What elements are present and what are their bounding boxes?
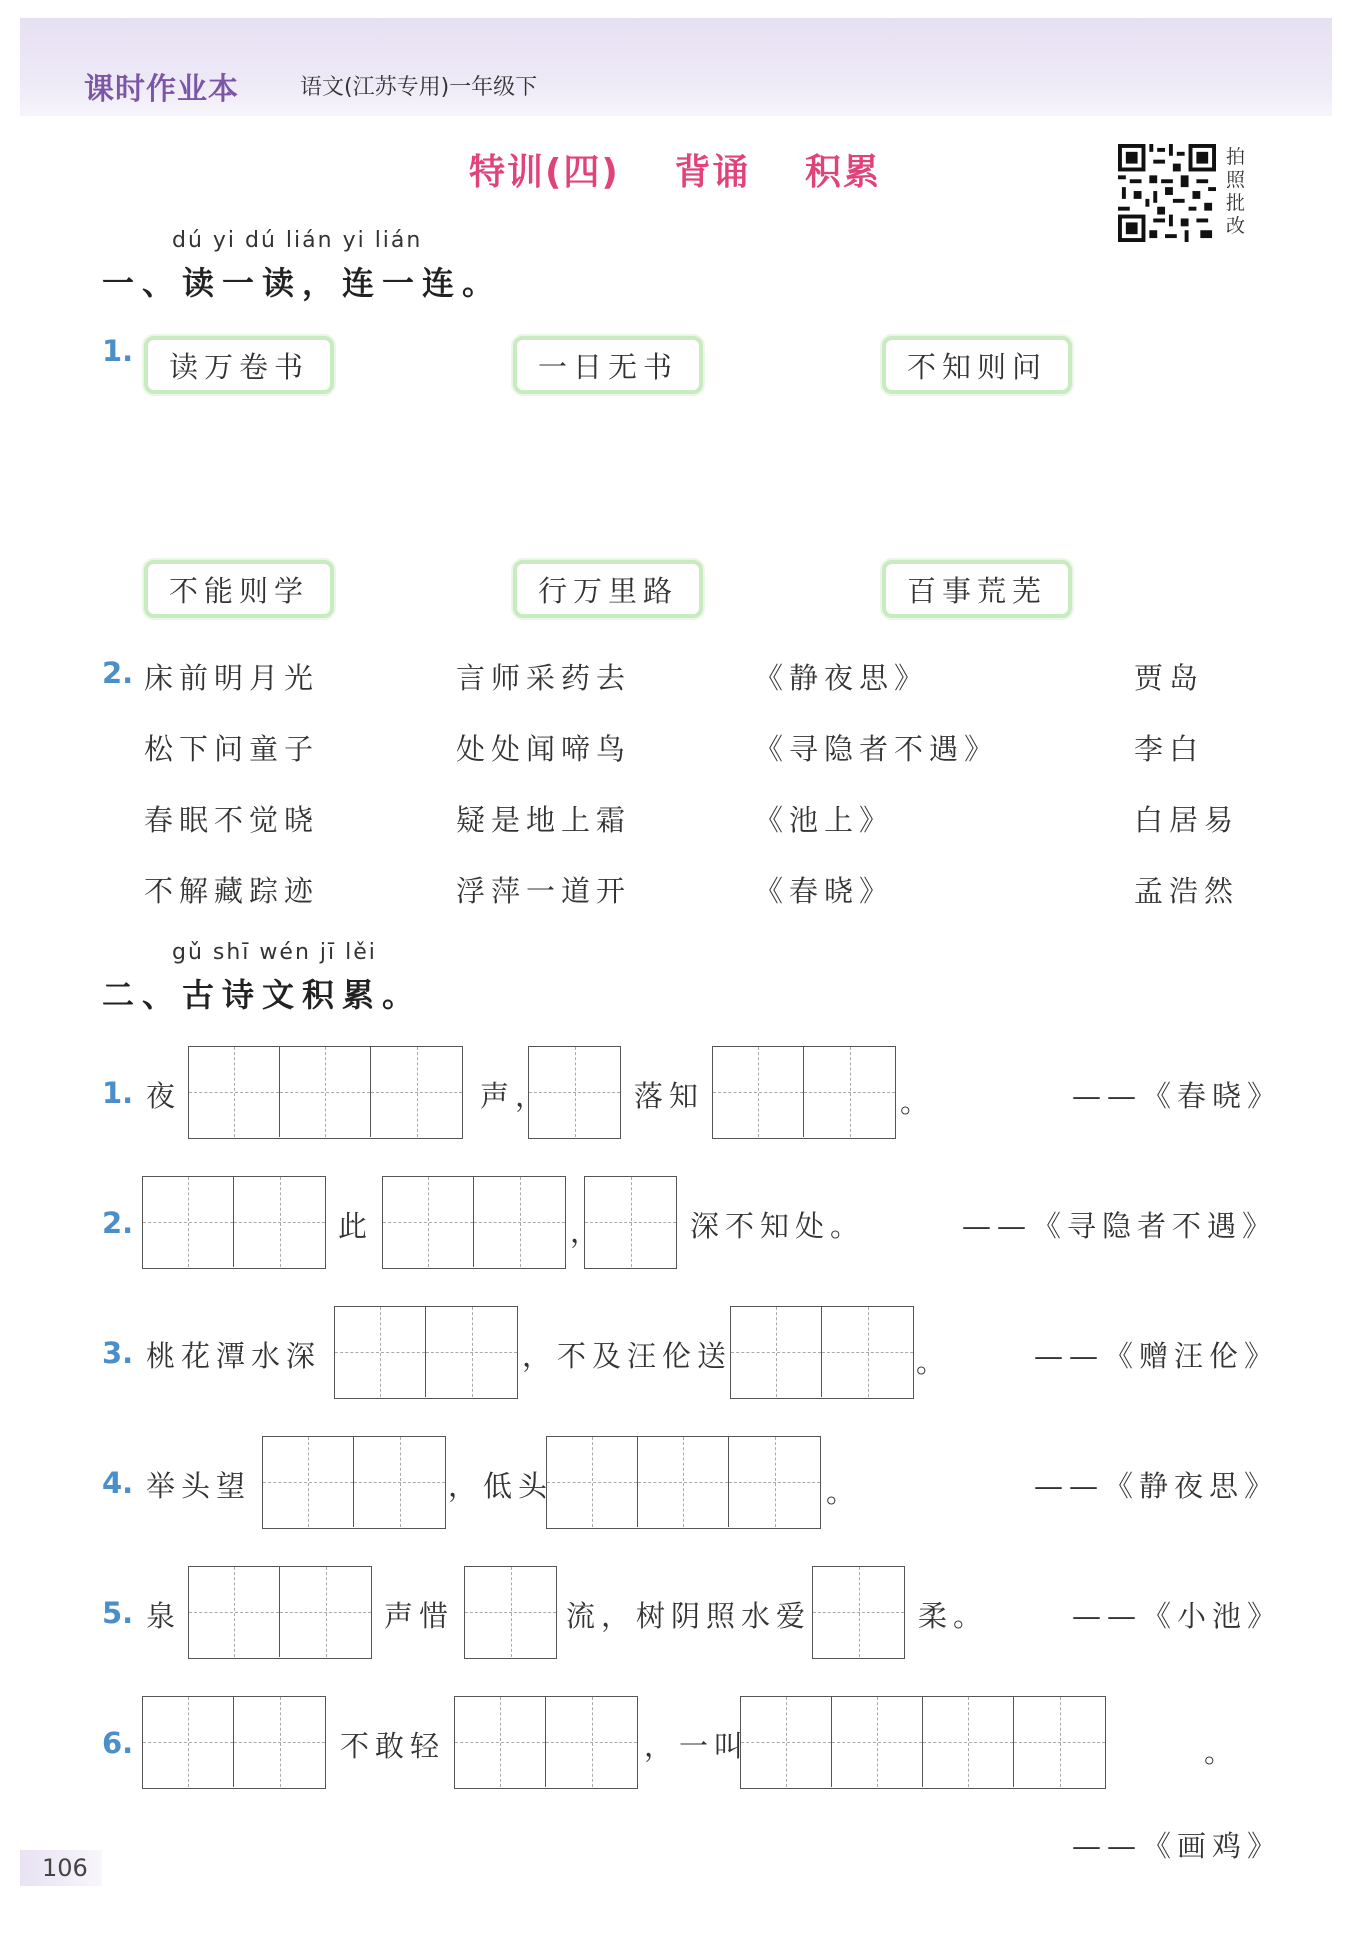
fill1-source: ——《春晓》 <box>1072 1079 1283 1113</box>
fill6-text-2: ，一叫 <box>644 1729 750 1763</box>
q2-line3-part2[interactable]: 疑是地上霜 <box>456 803 632 837</box>
q2-poem-title-3[interactable]: 《池上》 <box>754 803 895 837</box>
fill5-boxes-2[interactable] <box>464 1566 557 1659</box>
fill6-text-1: 不敢轻 <box>340 1729 446 1763</box>
fill3-text-3: 。 <box>916 1345 952 1379</box>
fill5-boxes-1[interactable] <box>188 1566 372 1659</box>
q2-line4-part2[interactable]: 浮萍一道开 <box>456 874 632 908</box>
section2-pinyin: gǔ shī wén jī lěi <box>172 940 377 965</box>
fill1-boxes-2[interactable] <box>528 1046 621 1139</box>
title-part1: 特训(四) <box>468 152 620 193</box>
match-bottom-1[interactable]: 不能则学 <box>144 560 334 618</box>
qr-code-icon[interactable] <box>1117 144 1217 242</box>
fill3-text-2: ，不及汪伦送 <box>522 1339 733 1373</box>
q2-line1-part1[interactable]: 床前明月光 <box>144 661 320 695</box>
q2-number: 2. <box>102 656 134 690</box>
fill4-boxes-2[interactable] <box>546 1436 821 1529</box>
fill2-text-1: 此 <box>338 1209 374 1243</box>
fill2-text-2: ， <box>570 1215 606 1249</box>
fill2-boxes-2[interactable] <box>382 1176 566 1269</box>
fill5-boxes-3[interactable] <box>812 1566 905 1659</box>
match-bottom-3[interactable]: 百事荒芜 <box>882 560 1072 618</box>
q2-line1-part2[interactable]: 言师采药去 <box>456 661 632 695</box>
section1-heading: 一、读一读，连一连。 <box>102 264 503 302</box>
q2-poem-title-2[interactable]: 《寻隐者不遇》 <box>754 732 1000 766</box>
fill2-boxes-3[interactable] <box>584 1176 677 1269</box>
fill1-text-2: 声， <box>480 1079 551 1113</box>
fill2-text-3: 深不知处。 <box>690 1209 866 1243</box>
qr-label: 拍照批改 <box>1226 146 1246 237</box>
fill6-boxes-3[interactable] <box>740 1696 1106 1789</box>
fill1-boxes-1[interactable] <box>188 1046 463 1139</box>
fill6-source: ——《画鸡》 <box>1072 1829 1283 1863</box>
brand-title: 课时作业本 <box>84 72 239 107</box>
q1-number: 1. <box>102 334 134 368</box>
fill6-boxes-2[interactable] <box>454 1696 638 1789</box>
fill2-source: ——《寻隐者不遇》 <box>962 1209 1278 1243</box>
fill3-boxes-1[interactable] <box>334 1306 518 1399</box>
fill4-source: ——《静夜思》 <box>1034 1469 1280 1503</box>
fill5-text-4: 柔。 <box>918 1599 989 1633</box>
fill5-source: ——《小池》 <box>1072 1599 1283 1633</box>
fill4-text-1: 举头望 <box>146 1469 252 1503</box>
fill4-text-3: 。 <box>826 1475 862 1509</box>
q2-author-2[interactable]: 李白 <box>1134 732 1205 766</box>
fill1-text-3: 落知 <box>634 1079 705 1113</box>
fill4-text-2: ，低头 <box>448 1469 554 1503</box>
fill5-text-1: 泉 <box>146 1599 182 1633</box>
fill6-number: 6. <box>102 1726 134 1760</box>
fill1-number: 1. <box>102 1076 134 1110</box>
fill4-number: 4. <box>102 1466 134 1500</box>
match-bottom-2[interactable]: 行万里路 <box>513 560 703 618</box>
q2-line3-part1[interactable]: 春眠不觉晓 <box>144 803 320 837</box>
title-part2: 背诵 <box>674 152 751 193</box>
fill1-boxes-3[interactable] <box>712 1046 896 1139</box>
q2-poem-title-1[interactable]: 《静夜思》 <box>754 661 930 695</box>
q2-poem-title-4[interactable]: 《春晓》 <box>754 874 895 908</box>
fill3-boxes-2[interactable] <box>730 1306 914 1399</box>
q2-line4-part1[interactable]: 不解藏踪迹 <box>144 874 320 908</box>
fill4-boxes-1[interactable] <box>262 1436 446 1529</box>
fill5-number: 5. <box>102 1596 134 1630</box>
fill3-number: 3. <box>102 1336 134 1370</box>
fill3-text-1: 桃花潭水深 <box>146 1339 322 1373</box>
section2-heading: 二、古诗文积累。 <box>102 976 423 1014</box>
match-top-1[interactable]: 读万卷书 <box>144 336 334 394</box>
title-part3: 积累 <box>805 152 882 193</box>
fill1-text-1: 夜 <box>146 1079 182 1113</box>
section1-pinyin: dú yi dú lián yi lián <box>172 228 423 253</box>
match-top-2[interactable]: 一日无书 <box>513 336 703 394</box>
fill6-boxes-1[interactable] <box>142 1696 326 1789</box>
match-top-3[interactable]: 不知则问 <box>882 336 1072 394</box>
page-number: 106 <box>20 1850 102 1886</box>
fill5-text-2: 声惜 <box>384 1599 455 1633</box>
subject-label: 语文(江苏专用)一年级下 <box>300 75 538 100</box>
fill1-text-4: 。 <box>900 1085 936 1119</box>
q2-line2-part2[interactable]: 处处闻啼鸟 <box>456 732 632 766</box>
q2-author-3[interactable]: 白居易 <box>1134 803 1240 837</box>
q2-line2-part1[interactable]: 松下问童子 <box>144 732 320 766</box>
q2-author-1[interactable]: 贾岛 <box>1134 661 1205 695</box>
fill2-boxes-1[interactable] <box>142 1176 326 1269</box>
fill5-text-3: 流，树阴照水爱 <box>566 1599 812 1633</box>
fill3-source: ——《赠汪伦》 <box>1034 1339 1280 1373</box>
fill6-text-3: 。 <box>1204 1735 1240 1769</box>
fill2-number: 2. <box>102 1206 134 1240</box>
q2-author-4[interactable]: 孟浩然 <box>1134 874 1240 908</box>
